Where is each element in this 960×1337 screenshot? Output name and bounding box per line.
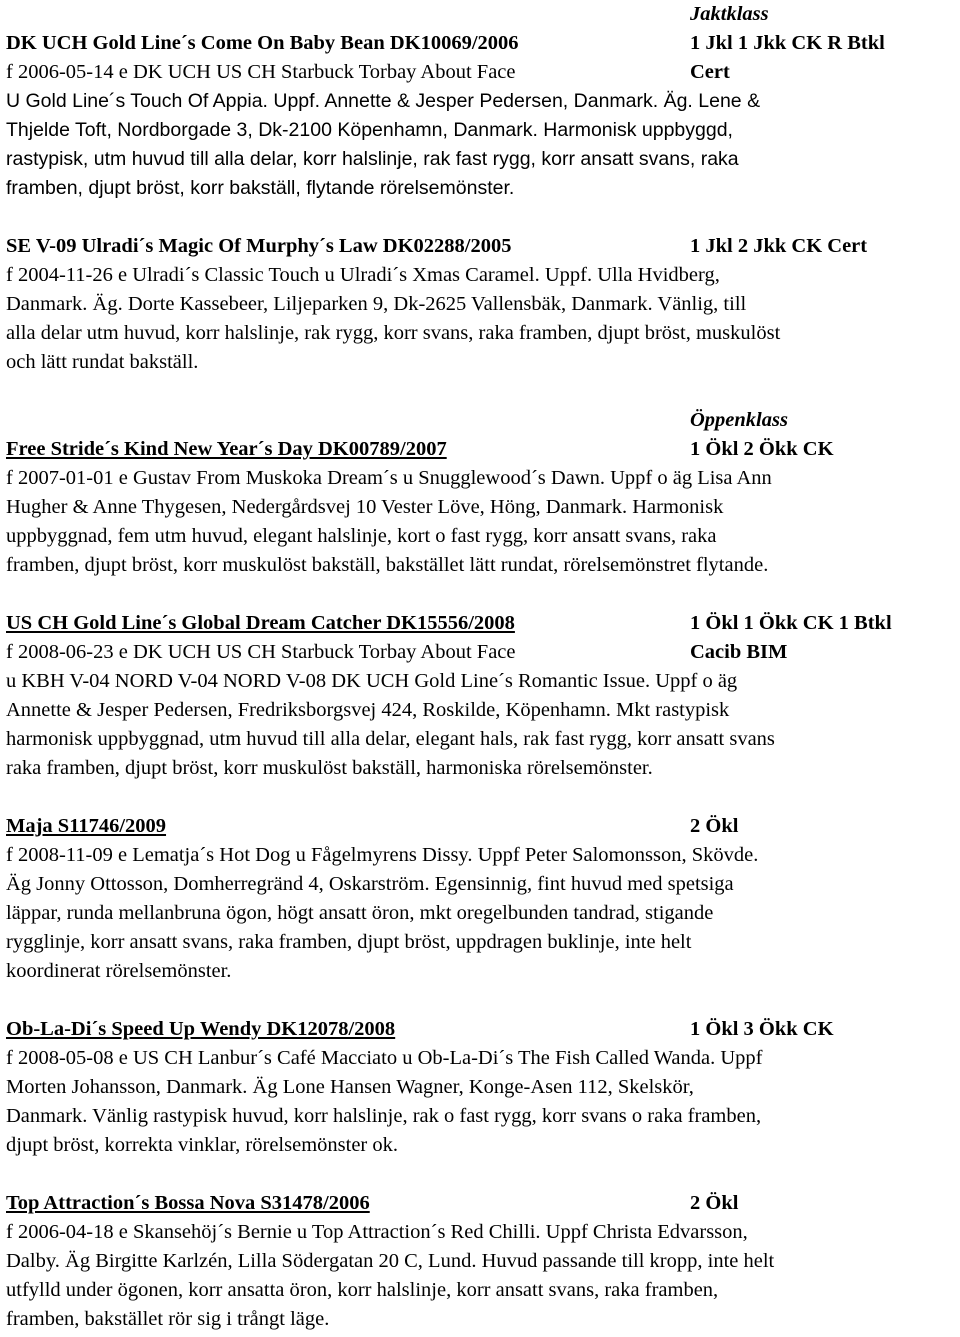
dog-name: US CH Gold Line´s Global Dream Catcher DK15556/2008 (6, 612, 515, 634)
award: Cert (690, 61, 730, 83)
entry-line: Morten Johansson, Danmark. Äg Lone Hansen Wagner, Konge-Asen 112, Skelskör, (6, 1076, 694, 1098)
entry-line: och lätt rundat bakställ. (6, 351, 199, 373)
entry-line-text: f 2006-05-14 e DK UCH US CH Starbuck Torbay About Face (6, 61, 516, 83)
spacer (6, 203, 960, 232)
section-heading-jaktklass: Jaktklass (690, 3, 769, 25)
entry-line: Annette & Jesper Pedersen, Fredriksborgsvej 424, Roskilde, Köpenhamn. Mkt rastypisk (6, 699, 730, 721)
entry-line: rygglinje, korr ansatt svans, raka framben, djupt bröst, uppdragen buklinje, inte helt (6, 931, 692, 953)
entry-line: djupt bröst, korrekta vinklar, rörelsemönster ok. (6, 1134, 399, 1156)
entry (6, 435, 960, 580)
dog-name: SE V-09 Ulradi´s Magic Of Murphy´s Law DK02288/2005 (6, 235, 512, 257)
dog-name: Ob-La-Di´s Speed Up Wendy DK12078/2008 (6, 1018, 396, 1040)
entry (6, 1189, 960, 1334)
entry-line (6, 638, 960, 667)
result: 1 Jkl 1 Jkk CK R Btkl (690, 32, 885, 54)
entry-line: f 2006-04-18 e Skansehöj´s Bernie u Top Attraction´s Red Chilli. Uppf Christa Edvarsson, (6, 1221, 748, 1243)
dog-name: Maja S11746/2009 (6, 815, 167, 837)
entry-line: u KBH V-04 NORD V-04 NORD V-08 DK UCH Gold Line´s Romantic Issue. Uppf o äg (6, 670, 738, 692)
entry-line: rastypisk, utm huvud till alla delar, korr halslinje, rak fast rygg, korr ansatt svans, raka (6, 148, 739, 170)
spacer (6, 580, 960, 609)
entry-line: f 2007-01-01 e Gustav From Muskoka Dream´s u Snugglewood´s Dawn. Uppf o äg Lisa Ann (6, 467, 772, 489)
spacer (6, 986, 960, 1015)
award: Cacib BIM (690, 641, 788, 663)
spacer (6, 377, 960, 406)
entry-line: Danmark. Äg. Dorte Kassebeer, Liljeparken 9, Dk-2625 Vallensbäk, Danmark. Vänlig, till (6, 293, 747, 315)
entry-line: framben, djupt bröst, korr bakställ, flytande rörelsemönster. (6, 177, 515, 199)
entry-title (6, 1189, 960, 1218)
spacer (6, 1160, 960, 1189)
entry-line: Hugher & Anne Thygesen, Nedergårdsvej 10 Vester Löve, Höng, Danmark. Harmonisk (6, 496, 724, 518)
entry-title (6, 29, 960, 58)
dog-name: Free Stride´s Kind New Year´s Day DK00789/2007 (6, 438, 447, 460)
entry-title (6, 812, 960, 841)
entry-line: harmonisk uppbyggnad, utm huvud till alla delar, elegant hals, rak fast rygg, korr ansatt svans (6, 728, 775, 750)
entry-title (6, 232, 960, 261)
entry (6, 609, 960, 783)
entry-title (6, 609, 960, 638)
result: 2 Ökl (690, 1192, 739, 1214)
entry-line: utfylld under ögonen, korr ansatta öron, korr halslinje, korr ansatt svans, raka framben, (6, 1279, 719, 1301)
section-heading-oppenklass: Öppenklass (690, 409, 788, 431)
entry-line: läppar, runda mellanbruna ögon, högt ansatt öron, mkt oregelbunden tandrad, stigande (6, 902, 714, 924)
entry-title (6, 1015, 960, 1044)
entry-line (6, 58, 960, 87)
entry-line: f 2008-05-08 e US CH Lanbur´s Café Macciato u Ob-La-Di´s The Fish Called Wanda. Uppf (6, 1047, 763, 1069)
entry (6, 232, 960, 377)
result: 2 Ökl (690, 815, 739, 837)
entry-line: Dalby. Äg Birgitte Karlzén, Lilla Södergatan 20 C, Lund. Huvud passande till kropp, inte helt (6, 1250, 775, 1272)
entry-line: koordinerat rörelsemönster. (6, 960, 232, 982)
entry-line-text: f 2008-06-23 e DK UCH US CH Starbuck Torbay About Face (6, 641, 516, 663)
entry-line: framben, bakstället rör sig i trångt läge. (6, 1308, 330, 1330)
result: 1 Jkl 2 Jkk CK Cert (690, 235, 868, 257)
entry-line: f 2008-11-09 e Lematja´s Hot Dog u Fågelmyrens Dissy. Uppf Peter Salomonsson, Skövde. (6, 844, 759, 866)
entry (6, 1015, 960, 1160)
entry-line: U Gold Line´s Touch Of Appia. Uppf. Annette & Jesper Pedersen, Danmark. Äg. Lene & (6, 90, 761, 112)
entry (6, 812, 960, 986)
entry-line: framben, djupt bröst, korr muskulöst bakställ, bakstället lätt rundat, rörelsemönstret flytande. (6, 554, 769, 576)
entry-line: Thjelde Toft, Nordborgade 3, Dk-2100 Köpenhamn, Danmark. Harmonisk uppbyggd, (6, 119, 733, 141)
result: 1 Ökl 3 Ökk CK (690, 1018, 834, 1040)
dog-name: DK UCH Gold Line´s Come On Baby Bean DK10069/2006 (6, 32, 519, 54)
dog-name: Top Attraction´s Bossa Nova S31478/2006 (6, 1192, 370, 1214)
entry-title (6, 435, 960, 464)
entry-line: f 2004-11-26 e Ulradi´s Classic Touch u Ulradi´s Xmas Caramel. Uppf. Ulla Hvidberg, (6, 264, 720, 286)
result: 1 Ökl 2 Ökk CK (690, 438, 834, 460)
entry-line: uppbyggnad, fem utm huvud, elegant halslinje, kort o fast rygg, korr ansatt svans, raka (6, 525, 717, 547)
spacer (6, 783, 960, 812)
entry-line: Danmark. Vänlig rastypisk huvud, korr halslinje, rak o fast rygg, korr svans o raka framben, (6, 1105, 762, 1127)
entry-line: alla delar utm huvud, korr halslinje, rak rygg, korr svans, raka framben, djupt bröst, muskulöst (6, 322, 781, 344)
result: 1 Ökl 1 Ökk CK 1 Btkl (690, 612, 892, 634)
entry (6, 29, 960, 203)
entry-line: Äg Jonny Ottosson, Domherregränd 4, Oskarström. Egensinnig, fint huvud med spetsiga (6, 873, 734, 895)
entry-line: raka framben, djupt bröst, korr muskulöst bakställ, harmoniska rörelsemönster. (6, 757, 653, 779)
